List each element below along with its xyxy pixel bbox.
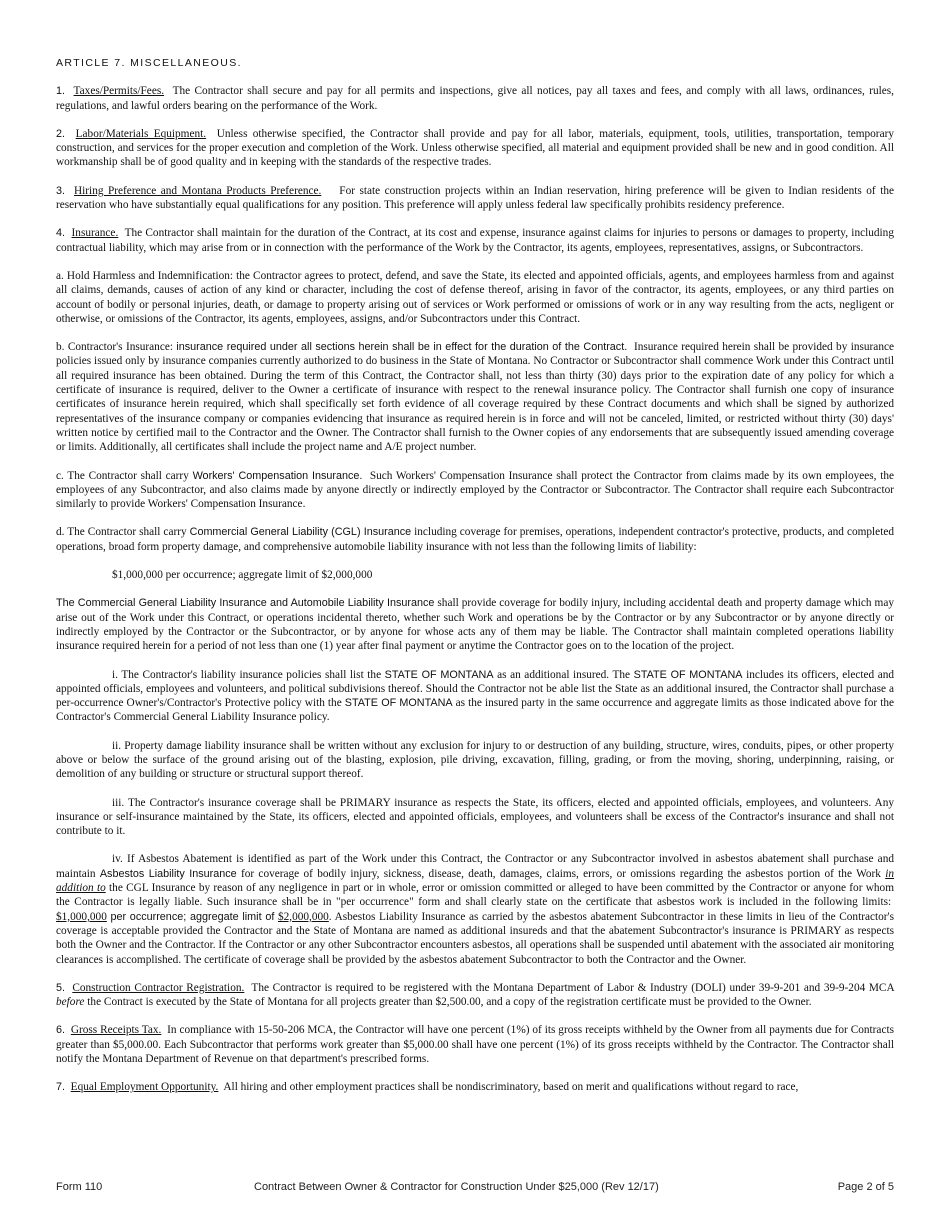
section-title: Insurance. (71, 227, 119, 240)
section-title: Taxes/Permits/Fees. (73, 85, 165, 98)
section-gross-receipts: 6. Gross Receipts Tax. In compliance with 15-50-206 MCA, the Contractor will have one percent (1%) of its gross receipts withheld by the Owner from all payments due for Contracts greater than $5,000.00. Each Subcontractor that performs work greater than $5,000.00 shall have one percent (1%) of its gross receipts withheld by the Contractor. The Contractor shall notify the Montana Department of Revenue on that department's prescribed forms. (56, 1024, 894, 1066)
subsection-contractor-insurance: b. Contractor's Insurance: insurance required under all sections herein shall be in effect for the duration of the Contract. Insurance required herein shall be provided by insurance policies issued only by insurance companies currently authorized to do business in the State of Montana. No Contractor or Subcontractor shall commence Work under this Contract until all required insurance has been obtained. During the term of this Contract, the Contractor shall, not less than thirty (30) days prior to the expiration date of any policy for which a certificate of insurance is required, deliver to the Owner a certificate of insurance with respect to the renewal insurance policy. The Contractor shall furnish one copy of insurance certificates of insurance herein required, which shall specifically set forth evidence of all coverage required by these Contract documents and which shall be signed by authorized representatives of the insurance company or companies evidencing that insurance as required herein is in force and will not be canceled, limited, or restricted without thirty (30) days' written notice by certified mail to the Contractor and the Owner. The Contractor shall furnish to the Owner copies of any endorsements that are subsequently issued amending coverage or limits. Additionally, all certificates shall include the project name and A/E project number. (56, 341, 894, 454)
subsection-cgl: d. The Contractor shall carry Commercial General Liability (CGL) Insurance including coverage for premises, operations, independent contractor's protective, products, and completed operations, broad form property damage, and comprehensive automobile liability insurance with not less than the following limits of liability: (56, 526, 894, 553)
section-title: Construction Contractor Registration. (72, 981, 245, 994)
cgl-coverage: The Commercial General Liability Insurance and Automobile Liability Insurance shall provide coverage for bodily injury, including accidental death and property damage which may arise out of the Work under this Contract, or operations incidental thereto, whether such Work and operations be by the Contractor or by any Subcontractor or by anyone directly or indirectly employed by the Contractor or the Subcontractor, or by anyone for whose acts any of them may be liable. The Contractor shall maintain completed operations liability insurance required herein for a period of not less than one (1) year after final payment or anytime the Contractor goes on to the location of the project. (56, 597, 894, 653)
section-labor: 2. Labor/Materials Equipment. Unless otherwise specified, the Contractor shall provide and pay for all labor, materials, equipment, tools, utilities, transportation, temporary construction, and services for the proper execution and completion of the Work. Unless otherwise specified, all material and equipment provided shall be new and in good condition. All workmanship shall be of good quality and in keeping with the standards of the respective trades. (56, 127, 894, 169)
liability-limits: $1,000,000 per occurrence; aggregate limit of $2,000,000 (112, 569, 373, 582)
section-title: Gross Receipts Tax. (70, 1024, 162, 1037)
section-insurance: 4. Insurance. The Contractor shall maintain for the duration of the Contract, at its cost and expense, insurance against claims for injuries to persons or damages to property, including contractual liability, which may arise from or in connection with the performance of the Work by the Contractor, its agents, employees, representatives, assigns, or Subcontractors. (56, 227, 894, 254)
document-title: Contract Between Owner & Contractor for Construction Under $25,000 (Rev 12/17) (254, 1181, 659, 1193)
page-number: Page 2 of 5 (837, 1181, 894, 1193)
section-registration: 5. Construction Contractor Registration. The Contractor is required to be registered with the Montana Department of Labor & Industry (DOLI) under 39-9-201 and 39-9-204 MCA before the Contract is executed by the State of Montana for all projects greater than $2,500.00, and a copy of the registration certificate must be provided to the Owner. (56, 981, 894, 1009)
document-body (56, 56, 894, 1109)
section-hiring: 3. Hiring Preference and Montana Products Preference. For state construction projects within an Indian reservation, hiring preference will be given to Indian residents of the reservation who have substantially equal qualifications for any position. This preference will apply unless federal law specifically prohibits residency preference. (56, 184, 894, 212)
section-taxes: 1. Taxes/Permits/Fees. The Contractor shall secure and pay for all permits and inspections, give all notices, pay all taxes and fees, and comply with all laws, ordinances, rules, regulations, and lawful orders bearing on the performance of the Work. (56, 85, 894, 112)
form-number: Form 110 (56, 1181, 103, 1193)
section-title: Hiring Preference and Montana Products Preference. (74, 184, 322, 197)
subsection-workers-comp: c. The Contractor shall carry Workers' Compensation Insurance. Such Workers' Compensation Insurance shall protect the Contractor from claims made by its own employees, the employees of any Subcontractor, and also claims made by anyone directly or indirectly employed by the Contractor or Subcontractor. The Contractor shall require each Subcontractor similarly to provide Workers' Compensation Insurance. (56, 469, 894, 511)
section-eeo: 7. Equal Employment Opportunity. All hiring and other employment practices shall be nondiscriminatory, based on merit and qualifications without regard to race, (56, 1081, 799, 1094)
subsection-hold-harmless: a. Hold Harmless and Indemnification: the Contractor agrees to protect, defend, and save the State, its elected and appointed officials, agents, and employees harmless from and against all claims, demands, causes of action of any kind or character, including the cost of defense thereof, arising in favor of the contractor, its agents, employees, or any third parties on account of bodily or personal injuries, death, or damage to property arising out of services or Work performed or omissions of work or in any way resulting from the acts, negligent or otherwise, or omissions of the Contractor, its agents, employees, assigns, and/or Subcontractors under this Contract. (56, 269, 894, 325)
item-asbestos: iv. If Asbestos Abatement is identified as part of the Work under this Contract, the Contractor or any Subcontractor involved in asbestos abatement shall purchase and maintain Asbestos Liability Insurance for coverage of bodily injury, sickness, disease, death, damages, claims, errors, or omissions regarding the asbestos portion of the Work in addition to the CGL Insurance by reason of any negligence in part or in whole, error or omission committed or alleged to have been committed by the Contractor or anyone for whom the Contractor is legally liable. Such insurance shall be in "per occurrence" form and shall clearly state on the certificate that asbestos work is included in the following limits: $1,000,000 per occurrence; aggregate limit of $2,000,000. Asbestos Liability Insurance as carried by the asbestos abatement Subcontractor in these limits in lieu of the Contractor's coverage is acceptable provided the Contractor and the State of Montana are named as additional insureds and that the abatement Subcontractor's insurance is PRIMARY as respects both the Owner and the Contractor. If the Contractor or any other Subcontractor encounters asbestos, all operations shall be suspended until abatement with the associated air monitoring clearances is accomplished. The certificate of coverage shall be provided by the asbestos abatement Subcontractor to both the Contractor and the Owner. (56, 853, 894, 966)
article-heading: ARTICLE 7. MISCELLANEOUS. (56, 57, 242, 69)
item-primary-insurance: iii. The Contractor's insurance coverage shall be PRIMARY insurance as respects the State, its officers, elected and appointed officials, employees, and volunteers. Any insurance or self-insurance maintained by the State, its officers, elected and appointed officials, employees, and volunteers shall be excess of the Contractor's insurance and shall not contribute to it. (56, 796, 894, 838)
section-title: Labor/Materials Equipment. (75, 127, 207, 140)
item-additional-insured: i. The Contractor's liability insurance policies shall list the STATE OF MONTANA as an additional insured. The STATE OF MONTANA includes its officers, elected and appointed officials, employees and volunteers, and political subdivisions thereof. Should the Contractor not be able list the State as an additional insured, the Contractor shall purchase a per-occurrence Owner's/Contractor's Protective policy with the STATE OF MONTANA as the insured party in the same occurrence and aggregate limits as those indicated above for the Contractor's Commercial General Liability Insurance policy. (56, 668, 895, 724)
item-property-damage: ii. Property damage liability insurance shall be written without any exclusion for injury to or destruction of any building, structure, wires, conduits, pipes, or other property above or below the surface of the ground arising out of the blasting, explosion, pile driving, excavation, filling, grading, or from the moving, shoring, underpinning, raising, or demolition of any building or structure or structural support thereof. (56, 739, 894, 781)
section-title: Equal Employment Opportunity. (70, 1081, 219, 1094)
